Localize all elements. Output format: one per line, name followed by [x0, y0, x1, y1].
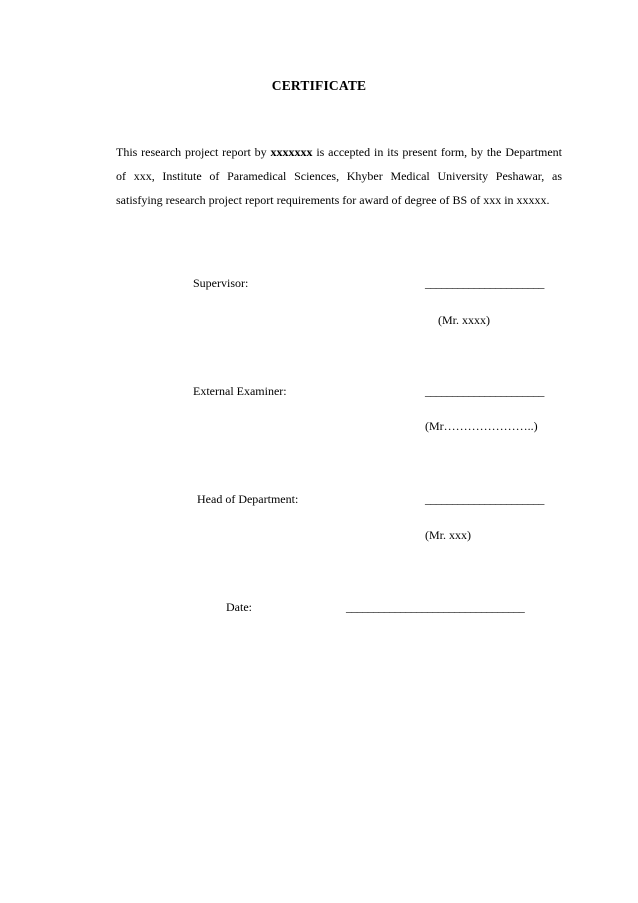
certificate-paragraph: [116, 140, 562, 212]
date-line: _________________________________: [346, 600, 525, 614]
supervisor-signature-line: ______________________: [425, 276, 544, 290]
external-examiner-signature-line: ______________________: [425, 384, 544, 398]
external-examiner-label: External Examiner:: [193, 384, 287, 398]
head-of-department-signature-line: ______________________: [425, 492, 544, 506]
supervisor-label: Supervisor:: [193, 276, 249, 290]
head-of-department-label: Head of Department:: [197, 492, 299, 506]
paragraph-rest: is accepted in its present form, by the Department of xxx, Institute of Paramedical Sciences, Khyber Medical University Peshawar, as satisfying research project report requirements for award of degree of BS of xxx in xxxxx.: [116, 145, 562, 207]
certificate-title: CERTIFICATE: [271, 78, 367, 93]
external-examiner-name: (Mr…………………..): [425, 419, 538, 433]
head-of-department-name: (Mr. xxx): [425, 528, 471, 542]
date-label: Date:: [226, 600, 252, 614]
student-name: xxxxxxx: [270, 145, 313, 159]
supervisor-name: (Mr. xxxx): [438, 313, 490, 327]
paragraph-intro: This research project report by: [116, 145, 271, 159]
